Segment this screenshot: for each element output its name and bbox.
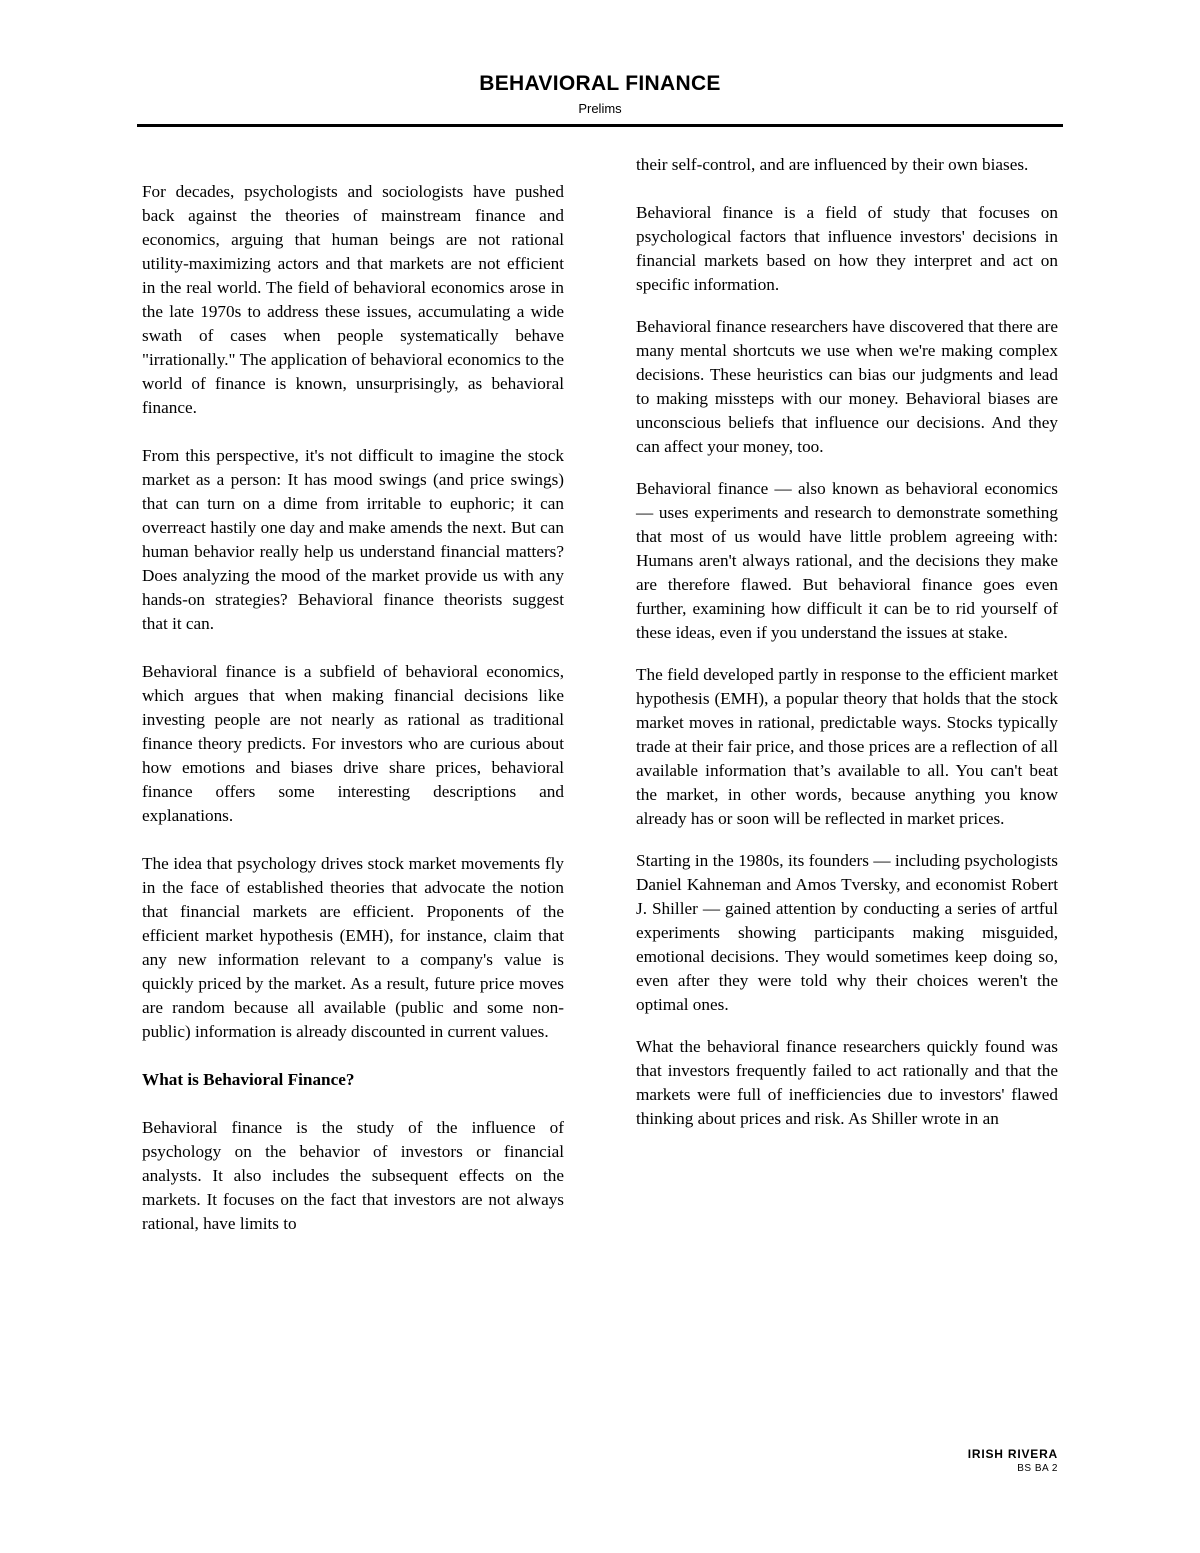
paragraph: The idea that psychology drives stock market movements fly in the face of established theories that advocate the notion that financial markets are efficient. Proponents of the efficient market hypothesis (EMH), for instance, claim that any new information relevant to a company's value is quickly priced by the market. As a result, future price moves are random because all available (public and some non-public) information is already discounted in current values. [142, 854, 564, 1041]
paragraph: their self-control, and are influenced by their own biases. [636, 155, 1029, 174]
paragraph: For decades, psychologists and sociologists have pushed back against the theories of mainstream finance and economics, arguing that human beings are not rational utility-maximizing actors and that markets are not efficient in the real world. The field of behavioral economics arose in the late 1970s to address these issues, accumulating a wide swath of cases when people systematically behave "irrationally." The application of behavioral economics to the world of finance is known, unsurprisingly, as behavioral finance. [142, 182, 564, 417]
paragraph: From this perspective, it's not difficult to imagine the stock market as a person: It has mood swings (and price swings) that can turn on a dime from irritable to euphoric; it can overreact hastily one day and make amends the next. But can human behavior really help us understand financial matters? Does analyzing the mood of the market provide us with any hands-on strategies? Behavioral finance theorists suggest that it can. [142, 446, 564, 633]
section-heading: What is Behavioral Finance? [142, 1070, 355, 1089]
paragraph: Behavioral finance is a subfield of behavioral economics, which argues that when making financial decisions like investing people are not nearly as rational as traditional finance theory predicts. For investors who are curious about how emotions and biases drive share prices, behavioral finance offers some interesting descriptions and explanations. [142, 662, 564, 825]
left-column [142, 180, 564, 1236]
paragraph: Behavioral finance researchers have discovered that there are many mental shortcuts we use when we're making complex decisions. These heuristics can bias our judgments and lead to making missteps with our money. Behavioral biases are unconscious beliefs that influence our decisions. And they can affect your money, too. [636, 317, 1058, 456]
paragraph: Starting in the 1980s, its founders — including psychologists Daniel Kahneman and Amos Tversky, and economist Robert J. Shiller — gained attention by conducting a series of artful experiments showing participants making misguided, emotional decisions. They would sometimes keep doing so, even after they were told why their choices weren't the optimal ones. [636, 851, 1058, 1014]
paragraph: Behavioral finance is the study of the influence of psychology on the behavior of investors or financial analysts. It also includes the subsequent effects on the markets. It focuses on the fact that investors are not always rational, have limits to [142, 1118, 564, 1233]
right-column [636, 153, 1058, 1131]
document-title: BEHAVIORAL FINANCE [479, 72, 721, 95]
document-subtitle: Prelims [578, 101, 622, 116]
page-header [137, 70, 1063, 118]
paragraph: What the behavioral finance researchers quickly found was that investors frequently failed to act rationally and that the markets were full of inefficiencies due to investors' flawed thinking about prices and risk. As Shiller wrote in an [636, 1037, 1058, 1128]
course-label: BS BA 2 [1017, 1463, 1058, 1474]
header-divider [137, 124, 1063, 127]
page-footer [968, 1446, 1058, 1476]
author-name: IRISH RIVERA [967, 1447, 1058, 1461]
paragraph: Behavioral finance — also known as behavioral economics — uses experiments and research to demonstrate something that most of us would have little problem agreeing with: Humans aren't always rational, and the decisions they make are therefore flawed. But behavioral finance goes even further, examining how difficult it can be to rid yourself of these ideas, even if you understand the issues at stake. [636, 479, 1058, 642]
paragraph: Behavioral finance is a field of study that focuses on psychological factors that influence investors' decisions in financial markets based on how they interpret and act on specific information. [636, 203, 1058, 294]
paragraph: The field developed partly in response to the efficient market hypothesis (EMH), a popular theory that holds that the stock market moves in rational, predictable ways. Stocks typically trade at their fair price, and those prices are a reflection of all available information that’s available to all. You can't beat the market, in other words, because anything you know already has or soon will be reflected in market prices. [636, 665, 1058, 828]
